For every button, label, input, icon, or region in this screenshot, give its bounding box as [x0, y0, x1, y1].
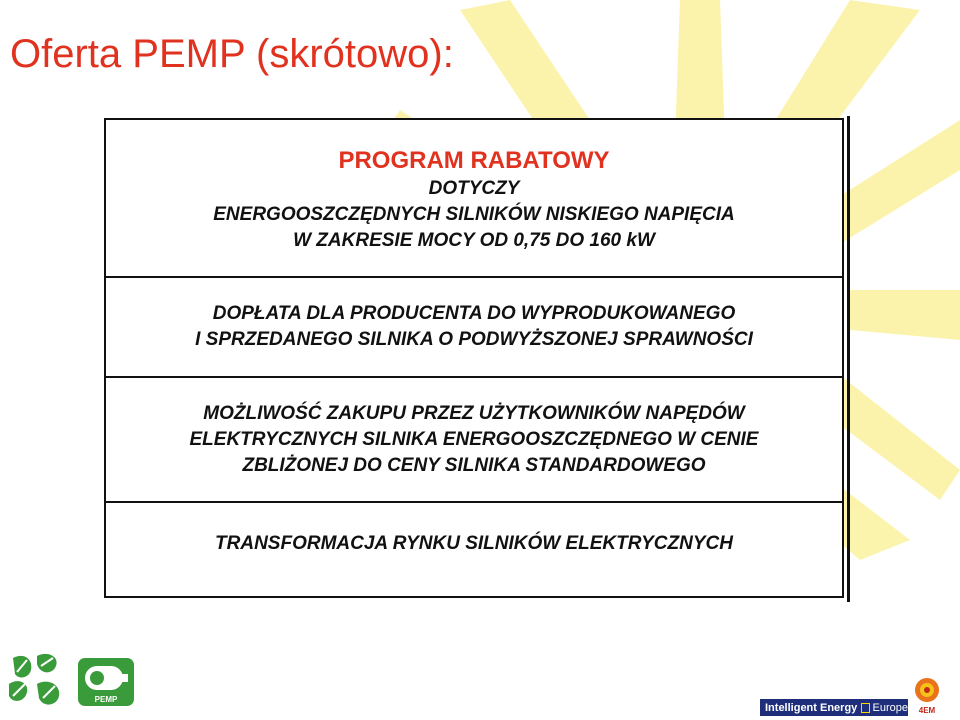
section3-line: ELEKTRYCZNYCH SILNIKA ENERGOOSZCZĘDNEGO W CENIE — [189, 428, 759, 450]
section-rebate-program — [106, 120, 842, 278]
section1-line: DOTYCZY — [428, 178, 520, 199]
page-title: Oferta PEMP (skrótowo): — [10, 32, 454, 76]
section-producer-subsidy — [106, 278, 842, 378]
pemp-logo-icon — [78, 658, 134, 706]
program-info-table — [104, 118, 844, 598]
section2-line: DOPŁATA DLA PRODUCENTA DO WYPRODUKOWANEGO — [212, 303, 736, 324]
section4-line: TRANSFORMACJA RYNKU SILNIKÓW ELEKTRYCZNYCH — [215, 532, 733, 554]
intelligent-energy-logo — [760, 699, 908, 716]
section1-line: W ZAKRESIE MOCY OD 0,75 DO 160 kW — [293, 230, 655, 251]
section3-line: MOŻLIWOŚĆ ZAKUPU PRZEZ UŻYTKOWNIKÓW NAPĘDÓW — [203, 402, 745, 424]
pemp-logo — [78, 658, 134, 706]
panel-shadow — [847, 116, 850, 602]
aeme-logo-icon — [3, 650, 67, 712]
eu-flag-icon — [861, 703, 869, 713]
section2-line: I SPRZEDANEGO SILNIKA O PODWYŻSZONEJ SPRAWNOŚCI — [195, 329, 753, 350]
program-heading: PROGRAM RABATOWY — [338, 147, 610, 174]
section3-line: ZBLIŻONEJ DO CENY SILNIKA STANDARDOWEGO — [242, 454, 706, 476]
4em-logo-icon — [912, 676, 942, 716]
europe-text: Europe — [872, 701, 908, 714]
pemp-logo-text: PEMP — [94, 695, 118, 704]
section-user-purchase — [106, 378, 842, 503]
4em-logo-text: 4EM — [918, 706, 936, 715]
section1-line: ENERGOOSZCZĘDNYCH SILNIKÓW NISKIEGO NAPIĘCIA — [213, 204, 735, 225]
section-market-transformation — [106, 503, 842, 578]
ie-logo-text: Intelligent Energy — [765, 701, 858, 714]
